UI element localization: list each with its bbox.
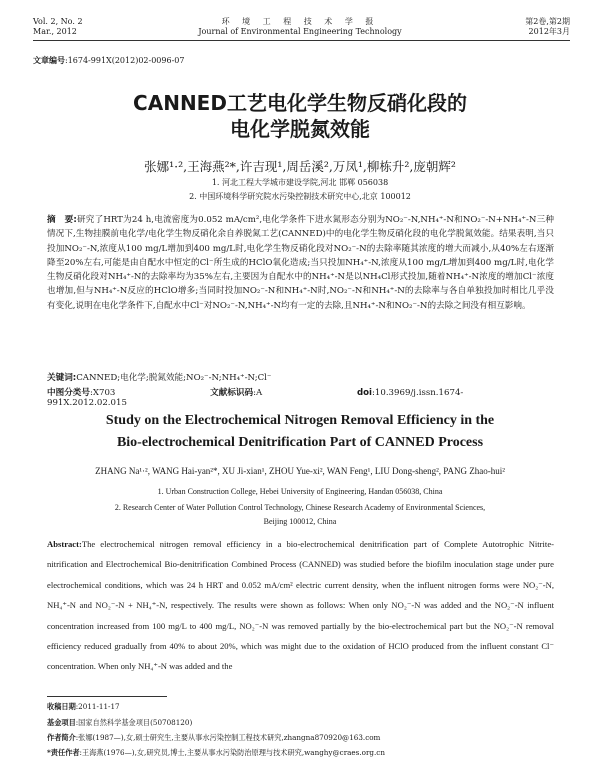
keywords-cn-label: 关键词: [47,373,77,383]
clc-value: :X703 [89,388,116,398]
running-header-left [33,17,153,37]
abstract-cn-label: 摘 要: [47,215,77,225]
footnote-funding-text: :国家自然科学基金项目(50708120) [75,718,193,727]
affiliation-en-2: 2. Research Center of Water Pollution Control Technology, Chinese Research Academy of Environmental Sciences, [114,503,486,512]
header-rule [33,40,570,41]
running-header-right [460,17,570,37]
article-number-value: :1674-991X(2012)02-0096-07 [65,56,185,65]
journal-name-en: Journal of Environmental Engineering Technology [198,27,402,36]
title-cn-line-2: 电化学脱氮效能 [230,117,370,141]
footnote-rule [47,696,167,697]
keywords-cn-text: CANNED;电化学;脱氮效能;NO₂⁻-N;NH₄⁺-N;Cl⁻ [76,373,272,383]
affiliation-en-2-city: Beijing 100012, China [263,517,337,526]
volume-issue-cn: 第2卷,第2期 [525,17,570,26]
footnote-author-text: :张娜(1987—),女,硕士研究生,主要从事水污染控制工程技术研究,zhangna870920@163.com [75,733,381,742]
footnote-corresponding [47,748,385,758]
doc-code-value: :A [253,388,263,398]
affiliation-en-1: 1. Urban Construction College, Hebei University of Engineering, Handan 056038, China [157,487,443,496]
article-number [33,55,184,66]
doc-code [210,388,308,398]
keywords-cn [47,371,271,383]
footnote-received-text: :2011-11-17 [75,702,120,711]
affiliation-cn-2: 2. 中国环境科学研究院水污染控制技术研究中心,北京 100012 [189,192,411,201]
authors-en: ZHANG Na¹·², WANG Hai-yan²*, XU Ji-xian¹, ZHOU Yue-xi², WAN Feng¹, LIU Dong-sheng², PANG Zhao-hui² [95,466,505,476]
abstract-cn [47,213,554,313]
doi-label: doi [356,388,372,398]
authors-cn: 张娜¹·²,王海燕²*,许吉现¹,周岳溪²,万凤¹,柳栋升²,庞朝辉² [144,159,456,174]
footnote-received [47,702,120,712]
footnote-author [47,733,380,743]
journal-name-cn: 环 境 工 程 技 术 学 报 [221,17,379,26]
article-number-label: 文章编号 [33,55,65,65]
title-cn-line-1: CANNED工艺电化学生物反硝化段的 [133,91,467,115]
doi-value: :10.3969/j.issn.1674-991X.2012.02.015 [47,388,464,408]
classification-line [47,386,554,408]
running-header-center [150,17,450,37]
footnote-funding [47,718,192,728]
footnote-received-label: 收稿日期 [47,702,76,711]
issue-date-cn: 2012年3月 [528,27,570,36]
issue-date: Mar., 2012 [33,27,77,36]
footnote-funding-label: 基金项目 [47,718,76,727]
abstract-cn-text: 研究了HRT为24 h,电流密度为0.052 mA/cm²,电化学条件下进水氮形态分别为NO₂⁻-N,NH₄⁺-N和NO₂⁻-N+NH₄⁺-N三种情况下,生物挂膜前电化学/电化学生物反硝化余自养脱氮工艺(CANNED)中的电化学生物反硝化段的电化学脱氮效能。结果表明,当只投加NO₂⁻-N,浓度从100 mg/L增加到400 mg/L时,电化学生物反硝化段对NO₂⁻-N的去除率随其浓度的增大而减小,从40%左右逐渐降至20%左右,可能是由自配水中恒定的Cl⁻所生成的HClO氧化造成;当只投加NH₄⁺-N,浓度从100 mg/L增加到400 mg/L时,电化学生物反硝化段对NH₄⁺-N的去除率均为35%左右,主要因为自配水中的NH₄⁺-N是以NH₄Cl形式投加,随着NH₄⁺-N浓度的增加Cl⁻浓度也增加,但与NH₄⁺-N反应的HClO增多;当同时投加NO₂⁻-N和NH₄⁺-N时,NO₂⁻-N和NH₄⁺-N的去除率与各自单独投加时相比几乎没有变化,说明在电化学条件下,自配水中Cl⁻对NO₂⁻-N,NH₄⁺-N均有一定的去除,且NH₄⁺-N和NO₂⁻-N的去除之间没有相互影响。 [47,215,554,311]
affiliation-cn-1: 1. 河北工程大学城市建设学院,河北 邯郸 056038 [211,178,389,187]
abstract-en-label: Abstract: [47,539,82,549]
footnote-corresponding-label: *责任作者 [47,748,80,757]
doc-code-label: 文献标识码 [210,388,254,398]
abstract-en-text: The electrochemical nitrogen removal efficiency in a bio-electrochemical denitrification part of Complete Autotrophic Nitrite-nitrification and Electrochemical Bio-denitrification Combined Process (CANNED) was studied before the biofilm inoculation stage under pure electrochemical conditions, which was 24 h HRT and 0.052 mA/cm² electric current density, when the influent nitrogen forms were NO₂⁻-N, NH₄⁺-N and NO₂⁻-N + NH₄⁺-N, respectively. The results were shown as follows: When only NO₂⁻-N was added and the NO₂⁻-N influent concentration increased from 100 mg/L to 400 mg/L, NO₂⁻-N was removed partially by the bio-electrochemical part but the NO₂⁻-N removal efficiency reduced gradually from 40% to about 20%, which was might due to the oxidation of HClO produced from the influent constant Cl⁻ concentration. When only NH₄⁺-N was added and the [47,539,554,672]
title-en-line-1: Study on the Electrochemical Nitrogen Removal Efficiency in the [105,413,495,428]
abstract-en [47,534,554,677]
clc-number [47,388,161,398]
clc-label: 中图分类号 [47,388,90,398]
title-en-line-2: Bio-electrochemical Denitrification Part of CANNED Process [116,435,484,450]
footnote-author-label: 作者简介 [47,733,76,742]
volume-issue: Vol. 2, No. 2 [33,17,83,26]
footnote-corresponding-text: :王海燕(1976—),女,研究员,博士,主要从事水污染防治原理与技术研究,wanghy@craes.org.cn [79,748,385,757]
